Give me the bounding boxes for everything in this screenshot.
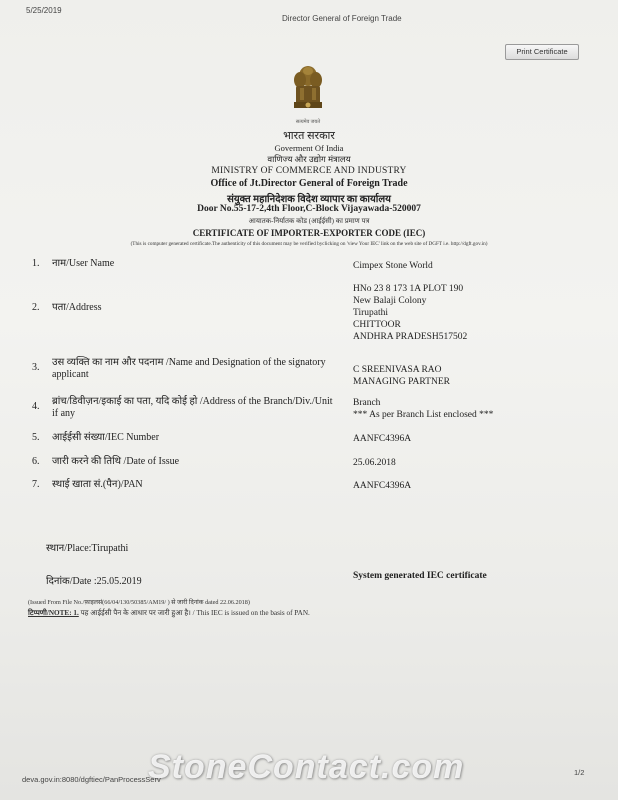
row-number: 7.	[32, 479, 40, 490]
signatory-designation: MANAGING PARTNER	[353, 377, 450, 387]
row-label-signatory: उस व्यक्ति का नाम और पदनाम /Name and Designation of the signatory applicant	[52, 357, 326, 380]
row-number: 1.	[32, 258, 40, 269]
signatory-name: C SREENIVASA RAO	[353, 365, 442, 375]
address-line: HNo 23 8 173 1A PLOT 190	[353, 284, 464, 294]
certificate-date: दिनांक/Date :25.05.2019	[46, 576, 142, 587]
row-value-address	[353, 283, 467, 343]
address-line: New Balaji Colony	[353, 296, 427, 306]
bharat-sarkar: भारत सरकार	[283, 130, 335, 142]
print-certificate-button[interactable]: Print Certificate	[505, 44, 579, 60]
row-label-date-of-issue: जारी करने की तिथि /Date of Issue	[52, 456, 180, 467]
row-number: 3.	[32, 362, 40, 373]
row-value-user-name: Cimpex Stone World	[353, 261, 433, 271]
row-label-user-name: नाम/User Name	[52, 258, 115, 269]
place: स्थान/Place:Tirupathi	[46, 543, 129, 554]
address-line: Tirupathi	[353, 308, 389, 318]
row-value-date-of-issue: 25.06.2018	[353, 458, 396, 468]
page-number: 1/2	[574, 768, 585, 777]
row-number: 2.	[32, 302, 40, 313]
issued-from-file: (Issued From File No./फ़ाइलसं(66/04/130/50385/AM19/ ) से जारी दिनांक dated 22.06.2018)	[28, 599, 250, 606]
office-address: Door No.55-17-2,4th Floor,C-Block Vijayawada-520007	[197, 204, 421, 214]
national-emblem-icon	[288, 60, 328, 126]
row-label-iec-number: आईईसी संख्या/IEC Number	[52, 432, 160, 443]
address-line: CHITTOOR	[353, 320, 401, 330]
print-date: 5/25/2019	[26, 6, 62, 15]
row-label-address: पता/Address	[52, 302, 102, 313]
row-value-iec-number: AANFC4396A	[353, 434, 412, 444]
row-number: 4.	[32, 401, 40, 412]
branch-list-note: *** As per Branch List enclosed ***	[353, 410, 494, 420]
row-number: 5.	[32, 432, 40, 443]
row-number: 6.	[32, 456, 40, 467]
office-name-hindi: संयुक्त महानिदेशक विदेश व्यापार का कार्यालय	[227, 194, 391, 205]
certificate-title-hindi: आयातक-निर्यातक कोड (आईईसी) का प्रमाण पत्र	[248, 217, 370, 225]
address-line: ANDHRA PRADESH517502	[353, 332, 468, 342]
row-value-pan: AANFC4396A	[353, 481, 412, 491]
emblem-motto: सत्यमेव जयते	[295, 120, 321, 125]
row-label-pan: स्थाई खाता सं.(पैन)/PAN	[52, 479, 143, 490]
pan-note	[28, 608, 310, 618]
authenticity-note: (This is computer generated certificate.The authenticity of this document may be verified byclicking on 'view Your IEC' link on the web site of DGFT i.e. http://dgft.gov.in)	[130, 241, 488, 247]
system-generated-label: System generated IEC certificate	[353, 571, 487, 581]
footer-url: deva.gov.in:8080/dgftiec/PanProcessServ	[22, 775, 161, 784]
watermark: StoneContact.com	[148, 748, 465, 786]
ministry-hindi: वाणिज्य और उद्योग मंत्रालय	[267, 154, 351, 164]
row-value-signatory	[353, 364, 450, 388]
row-label-branch: ब्रांच/डिवीज़न/इकाई का पता, यदि कोई हो /Address of the Branch/Div./Unit if any	[52, 396, 333, 419]
certificate-title: CERTIFICATE OF IMPORTER-EXPORTER CODE (IEC)	[192, 228, 426, 238]
ministry-name: MINISTRY OF COMMERCE AND INDUSTRY	[211, 166, 407, 176]
row-value-branch	[353, 397, 493, 421]
page-header-title: Director General of Foreign Trade	[282, 14, 402, 23]
office-name: Office of Jt.Director General of Foreign Trade	[210, 178, 408, 189]
government-of-india: Goverment Of India	[274, 143, 344, 153]
note-label: टिप्पणी/NOTE: 1.	[28, 609, 79, 617]
branch-label: Branch	[353, 398, 381, 408]
note-text: पह आईईसी पैन के आधार पर जारी हुआ है। / This IEC is issued on the basis of PAN.	[78, 609, 310, 617]
